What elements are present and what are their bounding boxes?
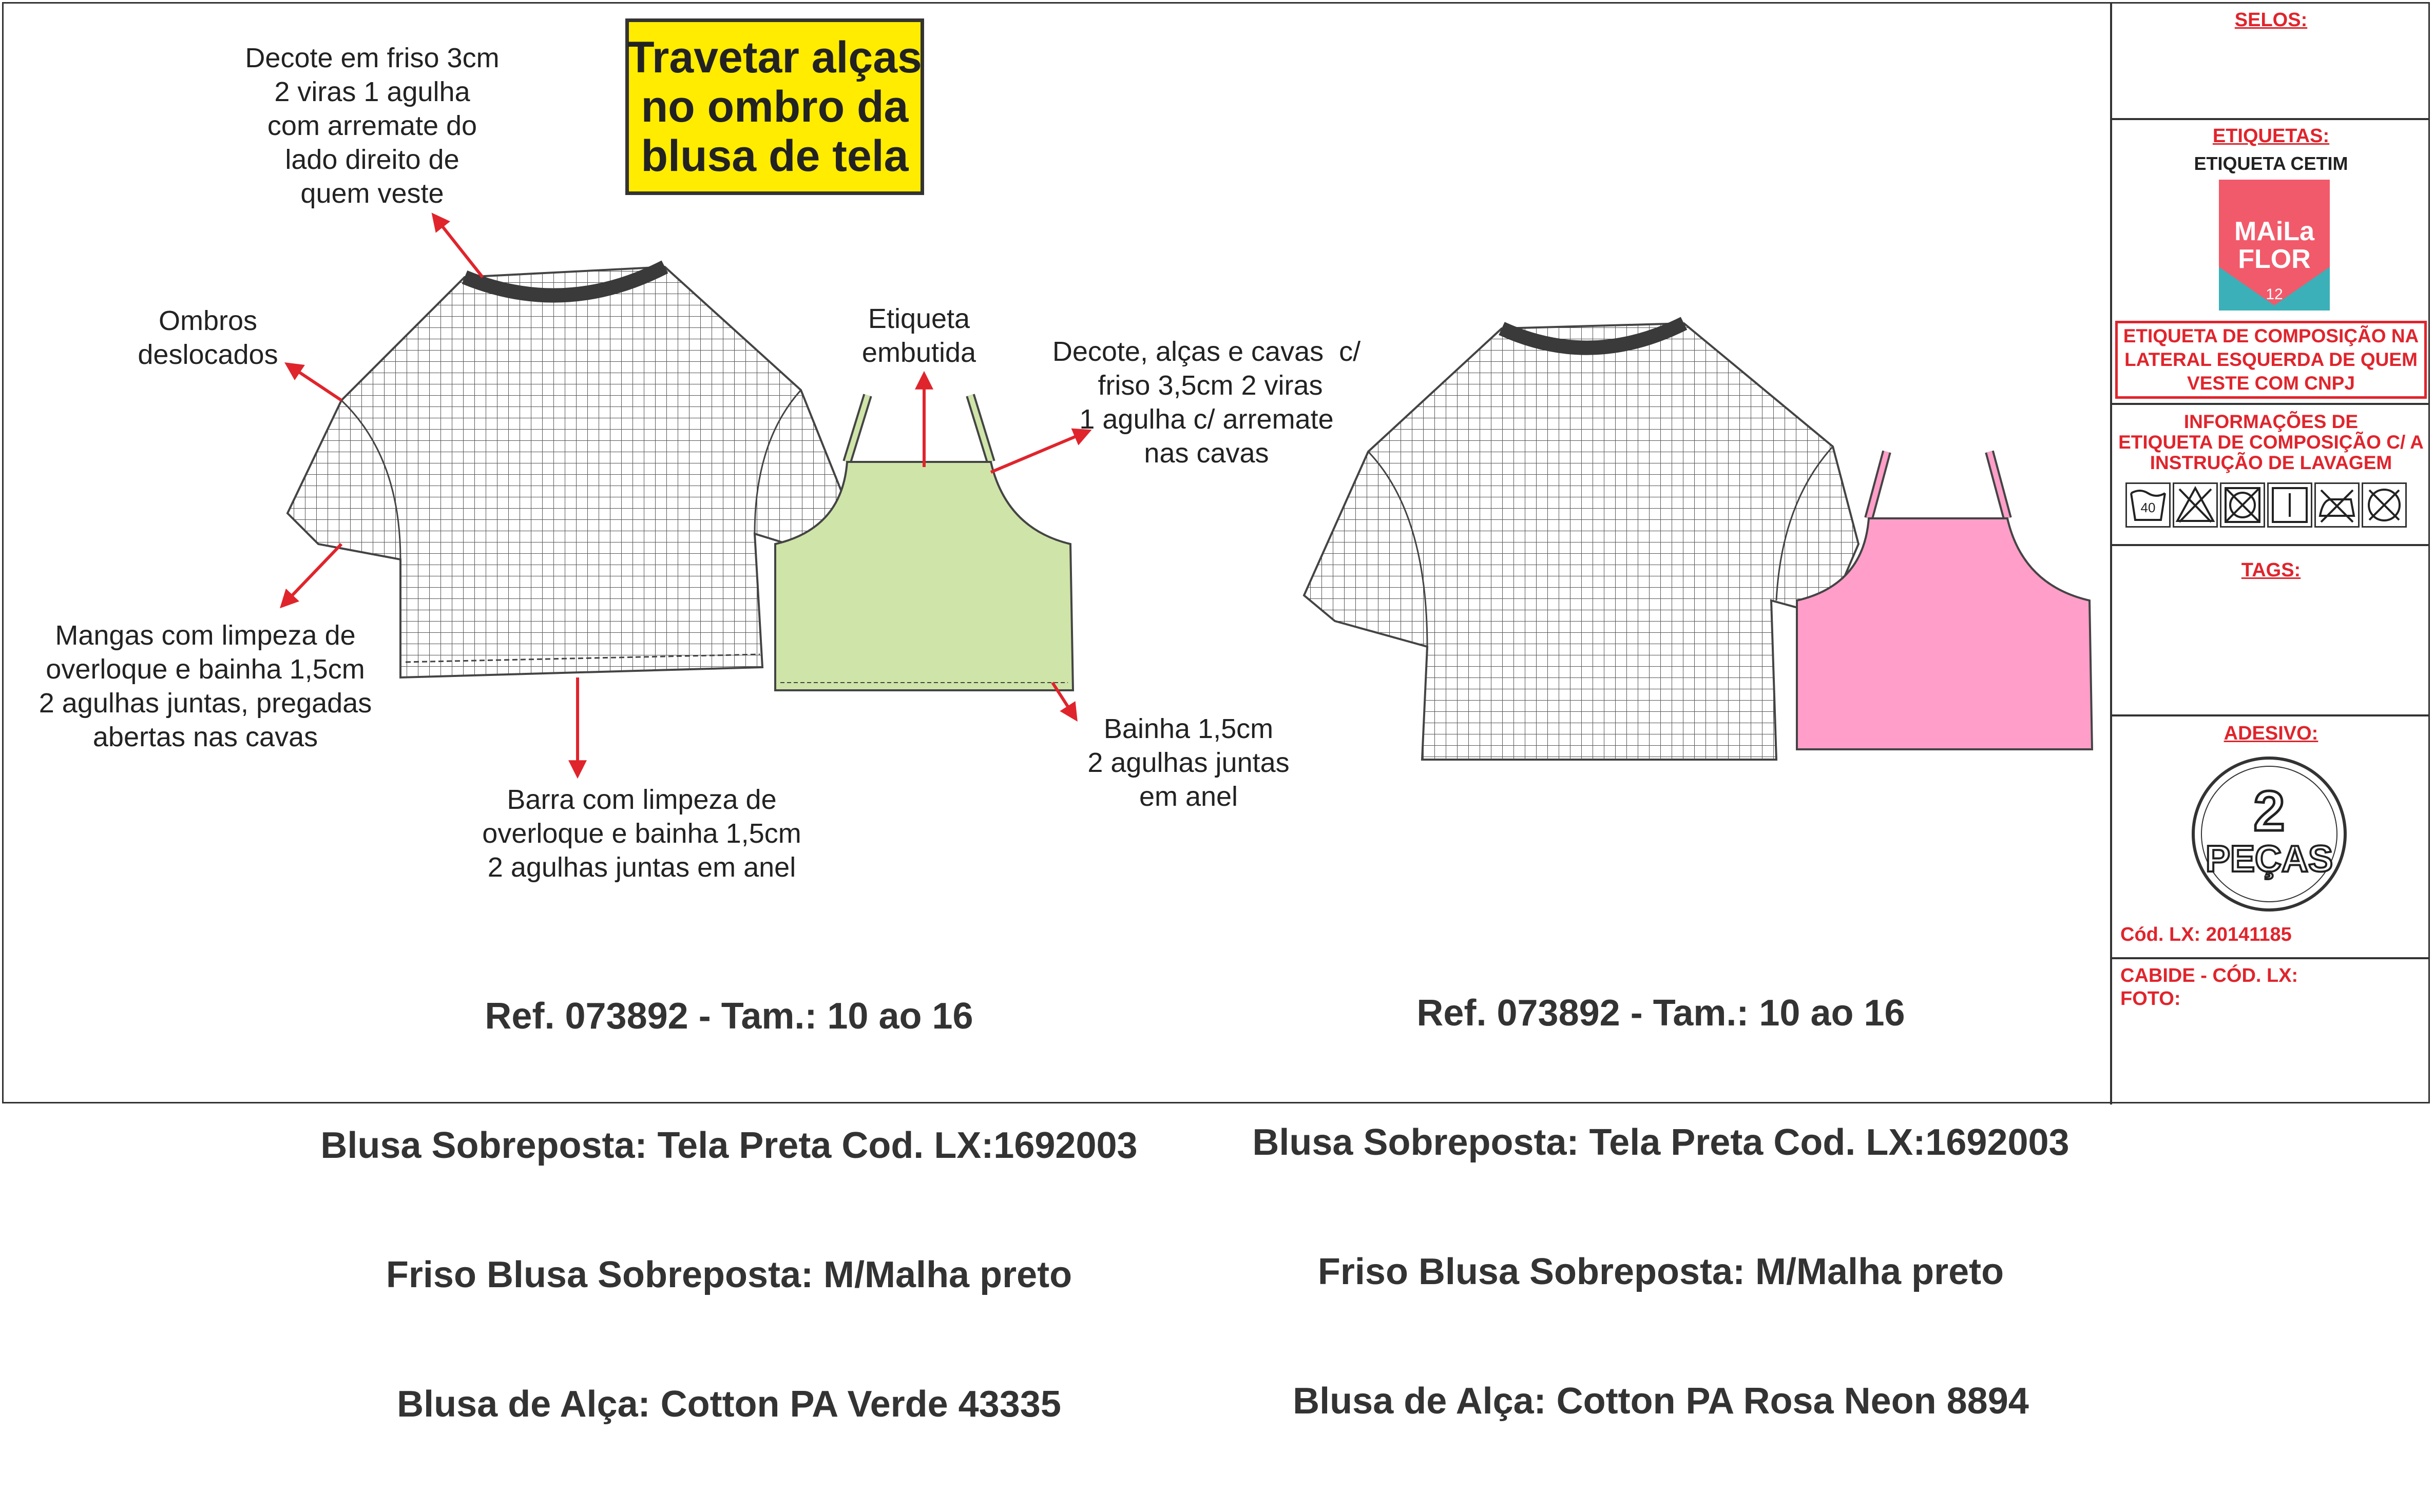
annotation-hem: Barra com limpeza de overloque e bainha 1,5cm 2 agulhas juntas em anel: [482, 784, 801, 883]
left-ref-line-2: Blusa Sobreposta: Tela Preta Cod. LX:1692003: [320, 1125, 1138, 1166]
annotation-shoulders: Ombros deslocados: [138, 305, 278, 370]
care-info-title: INFORMAÇÕES DE ETIQUETA DE COMPOSIÇÃO C/ A INSTRUÇÃO DE LAVAGEM: [2118, 411, 2424, 473]
left-overlay-blouse: [288, 267, 842, 677]
annotation-label-embedded: Etiqueta embutida: [861, 303, 976, 368]
annotation-neckline: Decote em friso 3cm 2 viras 1 agulha com arremate do lado direito de quem veste: [245, 43, 500, 209]
right-ref-line-2: Blusa Sobreposta: Tela Preta Cod. LX:1692003: [1252, 1122, 2069, 1163]
cod-lx: Cód. LX: 20141185: [2120, 924, 2292, 945]
sidebar-rule: [2112, 957, 2430, 959]
care-icons: [2125, 482, 2417, 532]
sidebar-rule: [2112, 403, 2430, 405]
right-ref-line-4: Blusa de Alça: Cotton PA Rosa Neon 8894: [1293, 1381, 2029, 1422]
sidebar-rule: [2112, 118, 2430, 120]
no-dry-clean-icon: [2362, 482, 2407, 528]
composition-label-box: ETIQUETA DE COMPOSIÇÃO NA LATERAL ESQUERDA DE QUEM VESTE COM CNPJ: [2115, 321, 2427, 399]
left-ref-line-4: Blusa de Alça: Cotton PA Verde 43335: [397, 1384, 1061, 1425]
left-ref-line-3: Friso Blusa Sobreposta: M/Malha preto: [386, 1254, 1072, 1295]
selos-title: SELOS:: [2234, 9, 2308, 31]
logo-text-1: MAiLa: [2234, 217, 2314, 246]
callout-box: Travetar alças no ombro da blusa de tela: [625, 18, 924, 195]
wash-temp: 40: [2140, 500, 2156, 515]
foto-label: FOTO:: [2120, 988, 2181, 1010]
annotation-sleeves: Mangas com limpeza de overloque e bainha 1,5cm 2 agulhas juntas, pregadas abertas nas cavas: [39, 620, 372, 752]
no-bleach-icon: [2173, 482, 2218, 528]
sidebar-rule: [2112, 544, 2430, 546]
etiquetas-title: ETIQUETAS:: [2212, 125, 2330, 147]
adesivo-title: ADESIVO:: [2224, 723, 2318, 744]
right-reference: [1219, 905, 2102, 1509]
logo-number: 12: [2266, 286, 2283, 303]
sticker-number: 2: [2253, 780, 2285, 843]
wash-40-icon: [2125, 482, 2171, 528]
cabide-label: CABIDE - CÓD. LX:: [2120, 965, 2298, 986]
two-pieces-sticker: [2190, 754, 2349, 914]
no-tumble-dry-icon: [2220, 482, 2265, 528]
right-overlay-blouse: [1304, 323, 1858, 760]
right-ref-line-3: Friso Blusa Sobreposta: M/Malha preto: [1317, 1251, 2004, 1292]
annotation-tank-neckline: Decote, alças e cavas c/ friso 3,5cm 2 viras 1 agulha c/ arremate nas cavas: [1052, 336, 1361, 469]
right-ref-line-1: Ref. 073892 - Tam.: 10 ao 16: [1416, 993, 1905, 1034]
logo-text-2: FLOR: [2238, 244, 2311, 274]
tags-title: TAGS:: [2241, 559, 2301, 581]
sticker-word: PEÇAS: [2205, 839, 2333, 880]
sidebar-rule: [2112, 714, 2430, 716]
left-ref-line-1: Ref. 073892 - Tam.: 10 ao 16: [485, 996, 973, 1037]
annotation-tank-hem: Bainha 1,5cm 2 agulhas juntas em anel: [1087, 713, 1290, 812]
iron-low-icon: [2314, 482, 2360, 528]
line-dry-icon: [2267, 482, 2312, 528]
brand-logo: [2219, 180, 2330, 311]
left-reference: [288, 908, 1171, 1512]
etiqueta-cetim: ETIQUETA CETIM: [2194, 153, 2348, 174]
